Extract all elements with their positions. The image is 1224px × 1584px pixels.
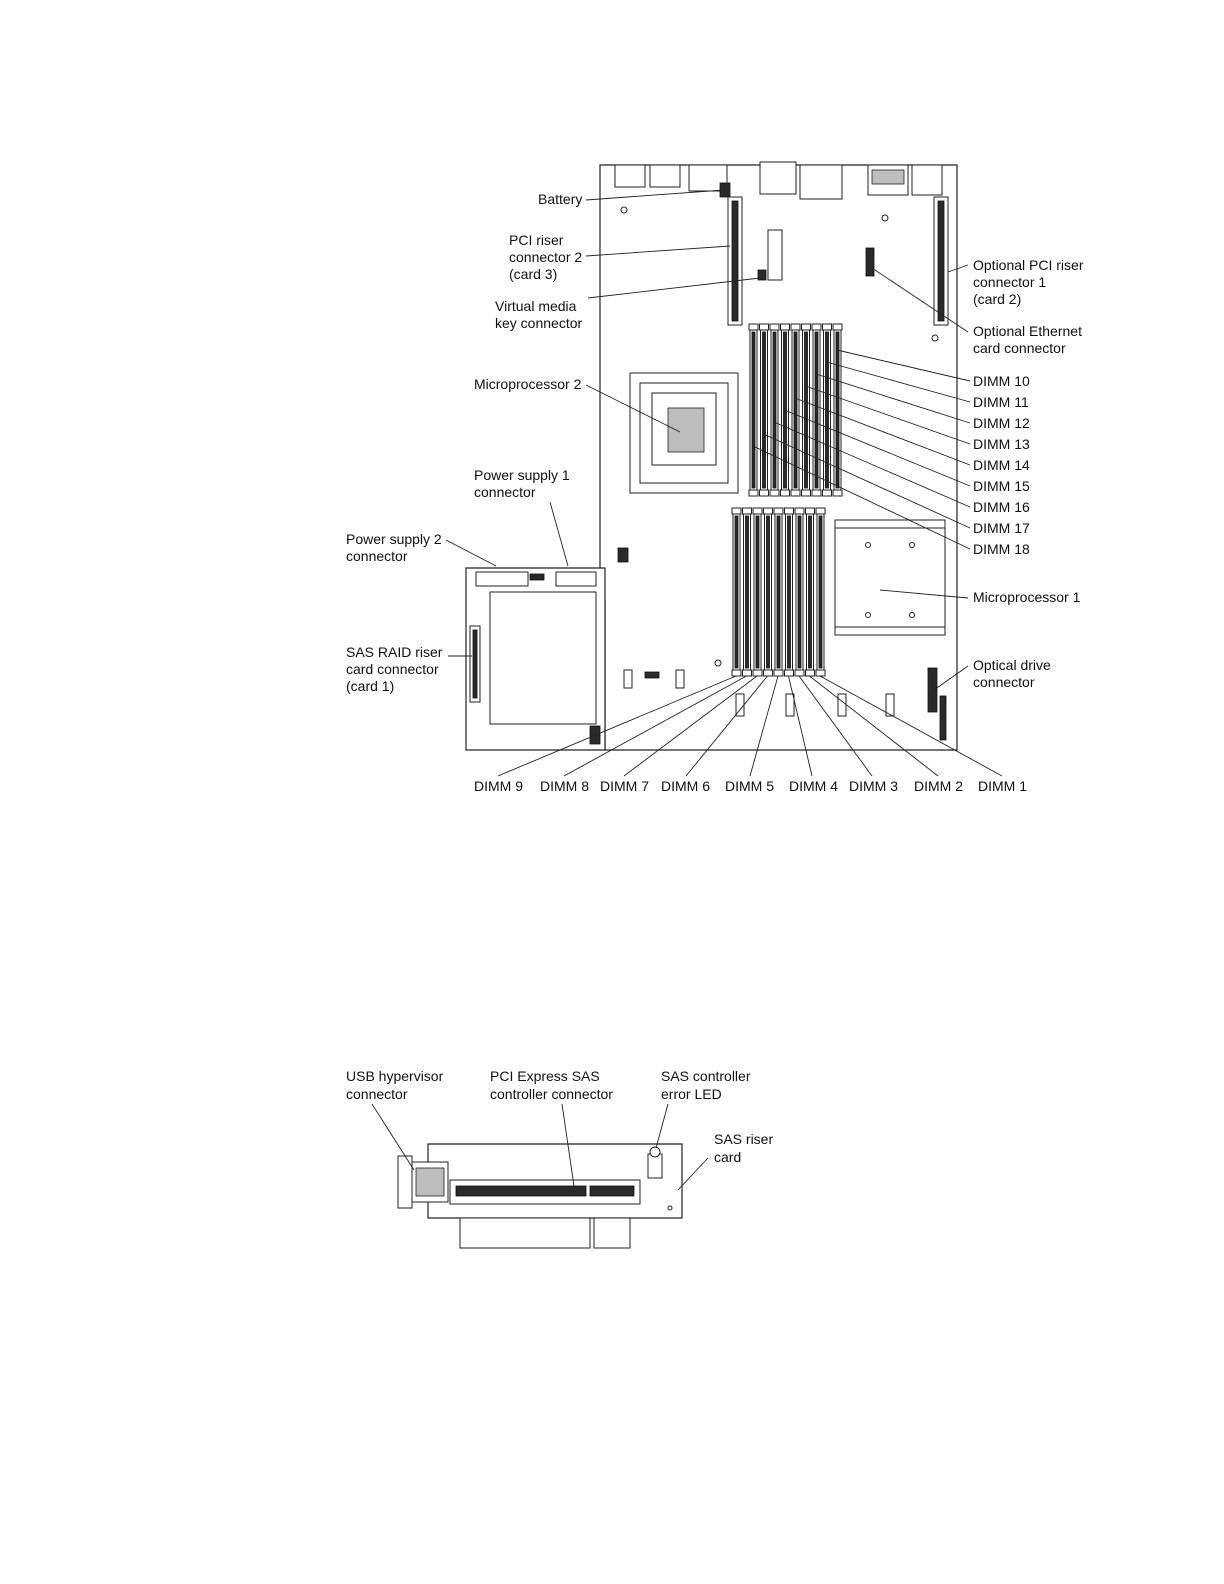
label-optional-pci-riser-1: Optional PCI riser connector 1 (card 2) [973, 257, 1084, 307]
dimm-slot-upper-7 [812, 324, 821, 496]
pci-express-sas-controller-connector [450, 1180, 640, 1204]
label-sas-raid-riser: SAS RAID riser card connector (card 1) [346, 644, 443, 694]
sas-controller-error-led [648, 1147, 662, 1178]
label-battery: Battery [538, 191, 583, 207]
dimm-slot-lower-1 [732, 508, 741, 676]
label-microprocessor-1: Microprocessor 1 [973, 589, 1081, 605]
dimm-slot-lower-6 [785, 508, 794, 676]
pci-riser-connector-2 [728, 197, 742, 325]
dimm-slot-lower-7 [795, 508, 804, 676]
label-power-supply-1: Power supply 1 connector [474, 467, 570, 500]
label-usb-hypervisor: USB hypervisor connector [346, 1068, 444, 1102]
label-dimm-12: DIMM 12 [973, 415, 1030, 431]
label-dimm-4: DIMM 4 [789, 778, 838, 794]
dimm-bank-lower [732, 508, 825, 676]
label-pci-riser-2: PCI riser connector 2 (card 3) [509, 232, 583, 282]
microprocessor-2-socket [630, 373, 738, 493]
leader-power-supply-1 [550, 502, 568, 566]
dimm-bank-upper [749, 324, 842, 496]
dimm-slot-upper-5 [791, 324, 800, 496]
label-dimm-11: DIMM 11 [973, 394, 1029, 410]
dimm-slot-lower-4 [764, 508, 773, 676]
label-dimm-17: DIMM 17 [973, 520, 1030, 536]
label-dimm-7: DIMM 7 [600, 778, 649, 794]
label-pci-express-sas: PCI Express SAS controller connector [490, 1068, 613, 1102]
optical-drive-connector [928, 668, 937, 712]
microprocessor-1-heatsink [835, 520, 945, 635]
label-sas-error-led: SAS controller error LED [661, 1068, 751, 1102]
label-dimm-15: DIMM 15 [973, 478, 1030, 494]
label-sas-riser-card: SAS riser card [714, 1131, 774, 1165]
leader-usb-hypervisor [372, 1104, 414, 1170]
label-dimm-3: DIMM 3 [849, 778, 898, 794]
label-dimm-9: DIMM 9 [474, 778, 523, 794]
dimm-slot-lower-9 [816, 508, 825, 676]
label-dimm-16: DIMM 16 [973, 499, 1030, 515]
leader-power-supply-2 [446, 540, 496, 566]
optional-pci-riser-connector-1 [934, 197, 948, 325]
sas-riser-card-diagram [346, 1068, 777, 1248]
dimm-slot-upper-3 [770, 324, 779, 496]
dimm-slot-upper-2 [760, 324, 769, 496]
dimm-slot-upper-6 [802, 324, 811, 496]
label-dimm-5: DIMM 5 [725, 778, 774, 794]
label-optical-drive: Optical drive connector [973, 657, 1051, 690]
label-optional-ethernet: Optional Ethernet card connector [973, 323, 1082, 356]
label-power-supply-2: Power supply 2 connector [346, 531, 442, 564]
label-dimm-13: DIMM 13 [973, 436, 1030, 452]
dimm-slot-lower-2 [743, 508, 752, 676]
label-dimm-14: DIMM 14 [973, 457, 1030, 473]
dimm-slot-upper-1 [749, 324, 758, 496]
label-microprocessor-2: Microprocessor 2 [474, 376, 582, 392]
dimm-slot-lower-5 [774, 508, 783, 676]
label-dimm-2: DIMM 2 [914, 778, 963, 794]
label-dimm-6: DIMM 6 [661, 778, 710, 794]
leader-sas-error-led [656, 1104, 668, 1148]
label-dimm-18: DIMM 18 [973, 541, 1030, 557]
label-virtual-media: Virtual media key connector [495, 298, 583, 331]
label-dimm-8: DIMM 8 [540, 778, 589, 794]
dimm-slot-lower-3 [753, 508, 762, 676]
label-dimm-1: DIMM 1 [978, 778, 1027, 794]
label-dimm-10: DIMM 10 [973, 373, 1030, 389]
dimm-slot-lower-8 [806, 508, 815, 676]
usb-hypervisor-connector [398, 1156, 448, 1208]
